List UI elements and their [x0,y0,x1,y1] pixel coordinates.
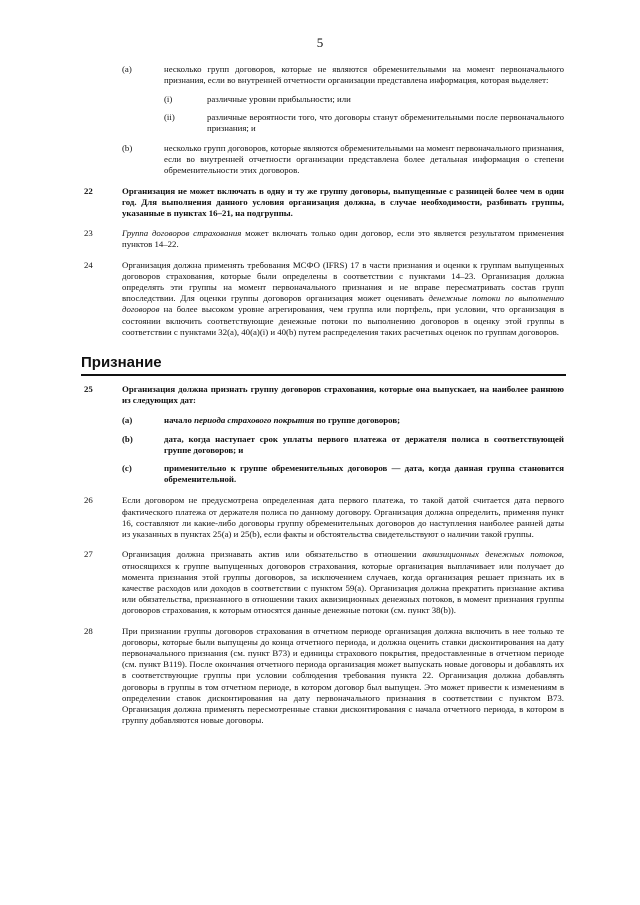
document-body [81,64,564,735]
defined-term: Группа договоров страхования [122,228,242,239]
paragraph-27 [84,549,564,616]
defined-term: периода страхового покрытия [194,415,315,426]
list-item-a [84,64,564,86]
list-item-25b [84,434,564,456]
item-text: применительно к группе обременительных договоров — дата, когда данная группа становится обременительной. [164,463,564,485]
paragraph-number: 28 [84,625,93,636]
paragraph-23 [84,228,564,250]
paragraph-text: Организация должна признать группу договоров страхования, которые она выпускает, на наиболее раннюю из следующих дат: [122,384,564,406]
paragraph-number: 22 [84,185,93,196]
paragraph-text: Если договором не предусмотрена определенная дата первого платежа, то такой датой считается дата первого фактического платежа от держателя полиса по данному договору. Организация должна определить, применяя пункт 16, составляют ли какие-либо договоры группу обременительных договоров до наступления наиболее ранней даты из указанных в пунктах 25(a) и 25(b), если факты и обстоятельства свидетельствуют о наличии такой группы. [122,495,564,540]
item-label: (a) [122,415,133,426]
paragraph-28 [84,626,564,727]
paragraph-text: Организация должна применять требования МСФО (IFRS) 17 в части признания и оценки к группам выпущенных договоров страхования, которые были определены в соответствии с пунктами 14–23. Организация должна определять эти группы на момент первоначального признания и не вправе пересматривать состав групп впоследствии. Для оценки группы договоров организация может оценивать [122,259,564,304]
defined-term: денежные потоки по выполнению договоров [122,293,564,315]
paragraph-text: Организация не может включать в одну и ту же группу договоры, выпущенные с разницей более чем в один год. Для выполнения данного условия организация должна, в случае необходимости, разбивать группы, указанные в пунктах 16–21, на подгруппы. [122,185,564,219]
list-item-25a [84,415,564,426]
sub-item-label: (i) [164,94,173,105]
item-label: (b) [122,433,133,444]
paragraph-text: Организация должна признавать актив или обязательство в отношении [122,549,423,560]
item-label: (b) [122,143,133,154]
page-number: 5 [316,35,324,50]
paragraph-text: , относящихся к группе выпущенных договоров страхования, которые организация выплачивает или получает до момента признания этой группы договоров, за исключением случаев, когда организация решает признать их в качестве расходов или доходов в соответствии с пунктом 59(a). Организация должна прекратить признание актива или обязательства, признанного в отношении таких аквизиционных денежных потоков, в момент признания группы договоров страхования, к которым относятся данные денежные потоки (см. пункт 38(b)). [122,549,564,616]
paragraph-text: При признании группы договоров страхования в отчетном периоде организация должна включить в нее только те договоры, которые были выпущены до конца отчетного периода, и должна оценить ставки дисконтирования на дату первоначального признания (см. пункт B73) и единицы страхового покрытия, предоставленные в отчетном периоде (см. пункт B119). После окончания отчетного периода организация может выпускать новые договоры и добавлять их в соответствующие группы при условии соблюдения требования пункта 22. Организация должна добавлять договоры в группы в том отчетном периоде, в котором договор был выпущен. Это может привести к изменениям в определении ставок дисконтирования на дату первоначального признания в соответствии с пунктом B73. Организация должна применять пересмотренные ставки дисконтирования с начала отчетного периода, в котором в группу добавляются новые договоры. [122,625,564,726]
sub-item-ii [84,112,564,134]
paragraph-number: 26 [84,495,93,506]
paragraph-number: 25 [84,384,93,395]
sub-item-label: (ii) [164,111,175,122]
item-text: несколько групп договоров, которые не являются обременительными на момент первоначального признания, если во внутренней отчетности организации представлена информация, которая выделяет: [164,64,564,86]
sub-item-text: различные уровни прибыльности; или [207,94,351,105]
item-text: несколько групп договоров, которые являются обременительными на момент первоначального признания, если во внутренней отчетности организации представлена более детальная информация о степени обременительности этих договоров. [164,143,564,176]
paragraph-22 [84,186,564,220]
paragraph-text: может включать только один договор, если это является результатом применения пунктов 14–22. [122,228,564,250]
item-label: (a) [122,64,132,74]
paragraph-number: 27 [84,549,93,560]
paragraph-24 [84,260,564,338]
item-text: по группе договоров; [314,415,401,426]
list-item-b [84,143,564,177]
sub-item-text: различные вероятности того, что договоры станут обременительными после первоначального признания; и [207,111,564,133]
item-text: дата, когда наступает срок уплаты первого платежа от держателя полиса в соответствующей группе договоров; и [164,433,564,455]
item-label: (c) [122,463,132,474]
paragraph-number: 23 [84,228,93,239]
sub-item-i [84,94,564,105]
paragraph-25 [84,384,564,406]
list-item-25c [84,463,564,485]
defined-term: аквизиционных денежных потоков [422,549,562,560]
section-heading: Признание [81,354,566,376]
paragraph-number: 24 [84,259,93,270]
paragraph-26 [84,495,564,540]
item-text: начало [164,415,195,426]
paragraph-text: на более высоком уровне агрегирования, чем группа или портфель, при условии, что организация в состоянии включить соответствующие денежные потоки по выполнению договоров в оценку этой группы в соответствии с пунктами 32(a), 40(a)(i) и 40(b) путем распределения таких расчетных оценок по группам договоров. [122,304,564,337]
